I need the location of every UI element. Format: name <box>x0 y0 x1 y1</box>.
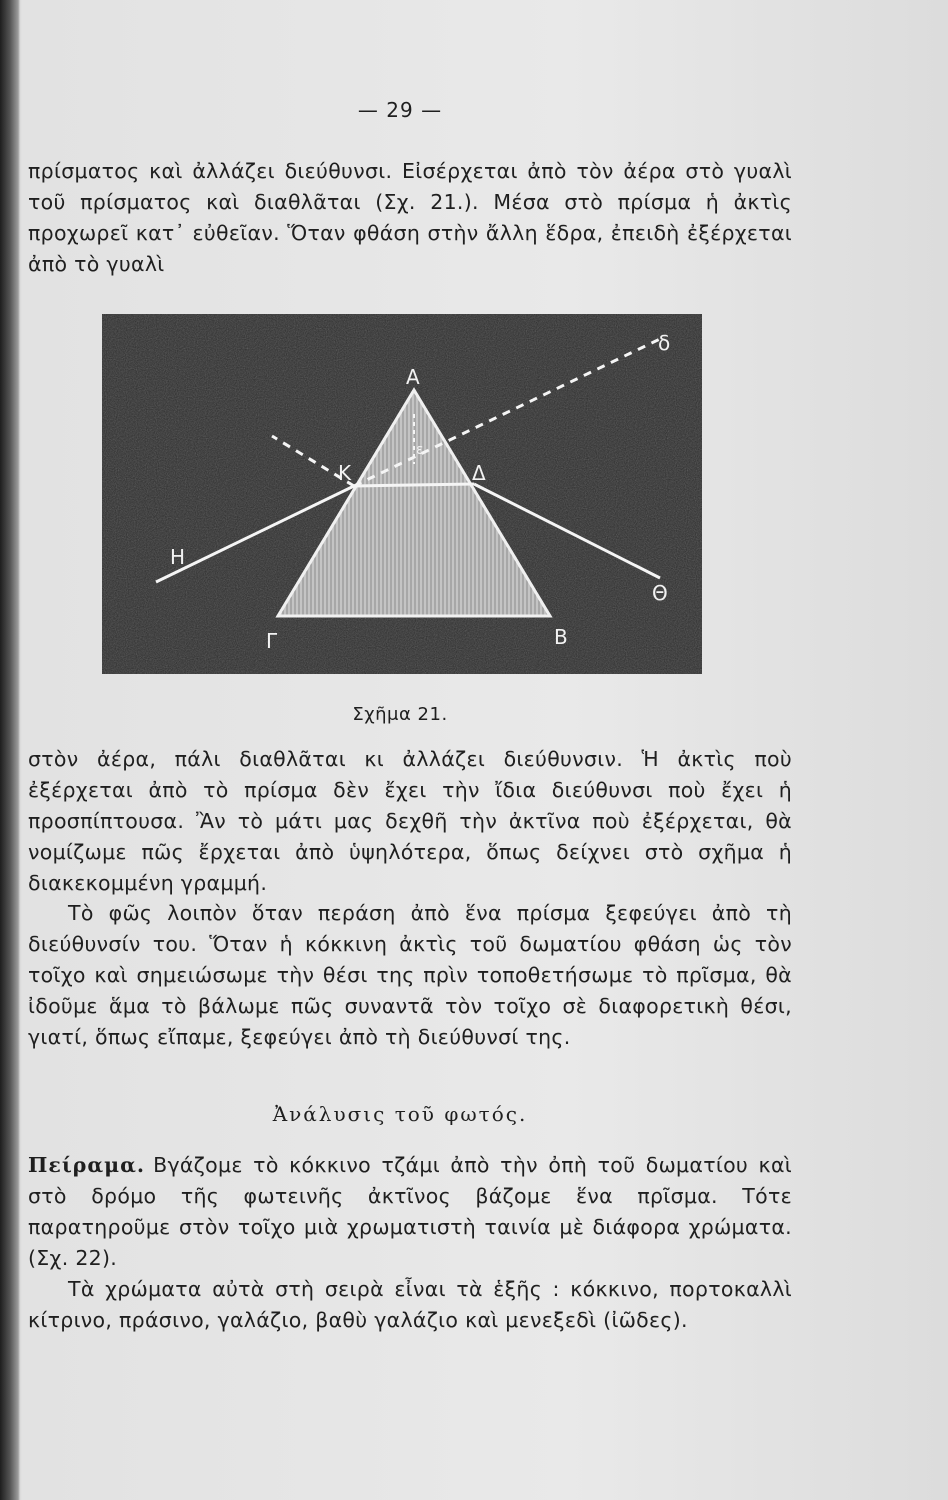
paragraph-1: πρίσματος καὶ ἀλλάζει διεύθυνσι. Εἰσέρχεται ἀπὸ τὸν ἀέρα στὸ γυαλὶ τοῦ πρίσματος καὶ διαθλᾶται (Σχ. 21.). Μέσα στὸ πρίσμα ἡ ἀκτὶς προχωρεῖ κατ᾽ εὐθεῖαν. Ὅταν φθάση στὴν ἄλλη ἕδρα, ἐπειδὴ ἐξέρχεται ἀπὸ τὸ γυαλὶ <box>28 159 792 276</box>
figure-21 <box>102 314 702 674</box>
label-exit-point: Δ <box>472 461 486 485</box>
internal-ray <box>354 484 474 486</box>
figure-caption: Σχῆμα 21. <box>352 704 448 725</box>
section-heading: Ἀνάλυσις τοῦ φωτός. <box>272 1102 528 1126</box>
experiment-label: Πείραμα. <box>28 1153 146 1177</box>
page-binding-edge <box>0 0 20 1500</box>
label-incoming-ray: Η <box>170 545 186 569</box>
paragraph-2: στὸν ἀέρα, πάλι διαθλᾶται κι ἀλλάζει διεύθυνσιν. Ἡ ἀκτὶς ποὺ ἐξέρχεται ἀπὸ τὸ πρίσμα δὲν ἔχει τὴν ἴδια διεύθυνσι ποὺ ἔχει ἡ προσπίπτουσα. Ἂν τὸ μάτι μας δεχθῆ τὴν ἀκτῖνα ποὺ ἐξέρχεται, θὰ νομίζωμε πῶς ἔρχεται ἀπὸ ὑψηλότερα, ὅπως δείχνει στὸ σχῆμα ἡ διακεκομμένη γραμμή. <box>28 747 792 895</box>
paragraph-4-text: Βγάζομε τὸ κόκκινο τζάμι ἀπὸ τὴν ὀπὴ τοῦ δωματίου καὶ στὸ δρόμο τῆς φωτεινῆς ἀκτῖνος βάζομε ἕνα πρῖσμα. Τότε παρατηροῦμε στὸν τοῖχο μιὰ χρωματιστὴ ταινία μὲ διάφορα χρώματα. (Σχ. 22). <box>28 1153 792 1270</box>
label-left-base: Γ <box>266 629 278 653</box>
label-apparent-ray: δ <box>658 331 671 355</box>
paragraph-5: Τὰ χρώματα αὐτὰ στὴ σειρὰ εἶναι τὰ ἑξῆς : κόκκινο, πορτοκαλλὶ κίτρινο, πράσινο, γαλάζιο, βαθὺ γαλάζιο καὶ μενεξεδὶ (ἰῶδες). <box>28 1277 792 1332</box>
label-outgoing-ray: Θ <box>652 581 668 605</box>
paragraph-3: Τὸ φῶς λοιπὸν ὅταν περάση ἀπὸ ἕνα πρίσμα ξεφεύγει ἀπὸ τὴ διεύθυνσίν του. Ὅταν ἡ κόκκινη ἀκτὶς τοῦ δωματίου φθάση ὡς τὸν τοῖχο καὶ σημειώσωμε τὴν θέσι της πρὶν τοποθετήσωμε τὸ πρῖσμα, θὰ ἰδοῦμε ἅμα τὸ βάλωμε πῶς συναντᾶ τὸν τοῖχο σὲ διαφορετικὴ θέσι, γιατί, ὅπως εἴπαμε, ξεφεύγει ἀπὸ τὴ διεύθυνσί της. <box>28 901 792 1049</box>
prism-diagram <box>102 314 702 674</box>
label-angle-mark: ε <box>416 442 424 458</box>
label-right-base: Β <box>554 625 568 649</box>
paragraph-4 <box>28 1150 792 1274</box>
page-number: — 29 — <box>357 98 443 122</box>
label-apex: Α <box>406 365 420 389</box>
label-entry-point: Κ <box>338 461 352 485</box>
